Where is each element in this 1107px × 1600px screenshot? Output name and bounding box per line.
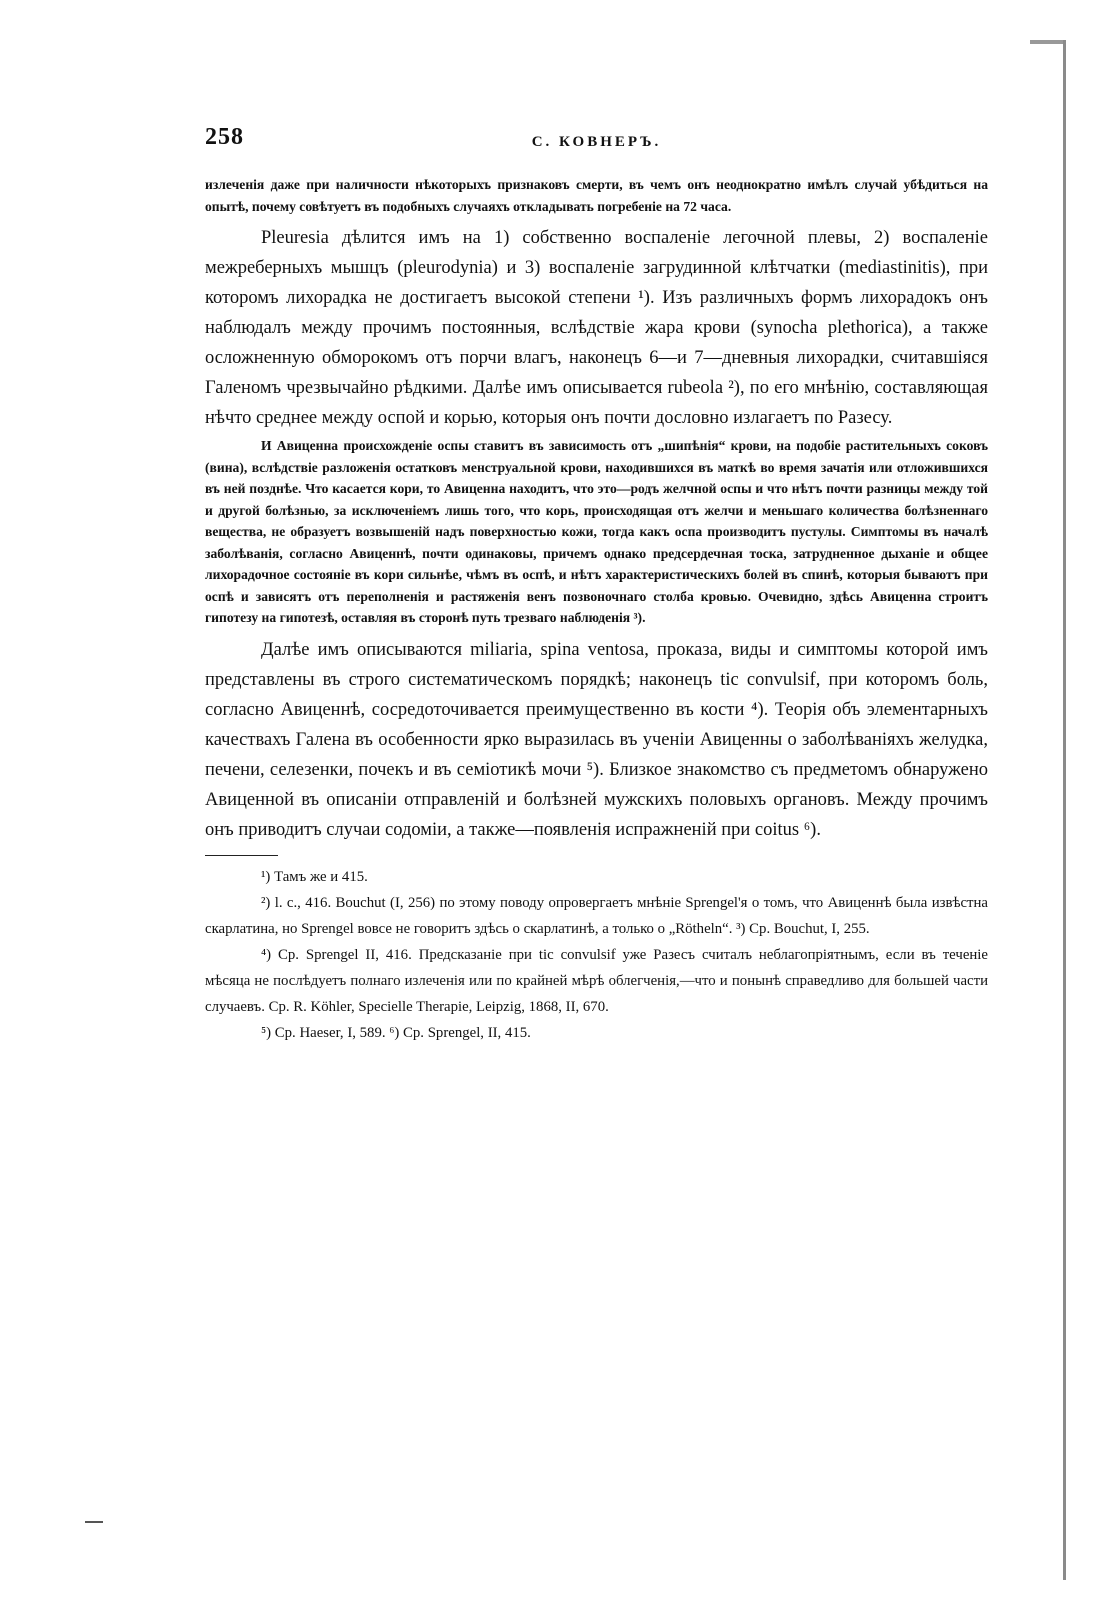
running-title: С. КОВНЕРЪ. — [531, 134, 662, 150]
paragraph-miliaria: Далѣе имъ описываются miliaria, spina ventosa, проказа, виды и симптомы которой имъ представлены въ строго систематическомъ порядкѣ; наконецъ tic convulsif, при которомъ боль, согласно Авиценнѣ, сосредоточивается преимущественно въ кости ⁴). Теорія объ элементарныхъ качествахъ Галена въ особенности ярко выразилась въ ученіи Авиценны о заболѣваніяхъ желудка, печени, селезенки, почекъ и въ семіотикѣ мочи ⁵). Близкое знакомство съ предметомъ обнаружено Авиценной въ описаніи отправленій и болѣзней мужскихъ половыхъ органовъ. Между прочимъ онъ приводитъ случаи содоміи, а также—появленія испражненій при coitus ⁶). — [205, 639, 988, 840]
page-edge-shadow — [1063, 40, 1066, 1580]
footnote-5-6: ⁵) Ср. Haeser, I, 589. ⁶) Ср. Sprengel, II, 415. — [261, 1024, 531, 1041]
footnote-1: ¹) Тамъ же и 415. — [261, 868, 368, 885]
margin-mark — [85, 1521, 103, 1523]
paragraph-pleuresia: Pleuresia дѣлится имъ на 1) собственно воспаленіе легочной плевы, 2) воспаленіе межреберныхъ мышцъ (pleurodynia) и 3) воспаленіе загрудинной клѣтчатки (mediastinitis), при которомъ лихорадка не достигаетъ высокой степени ¹). Изъ различныхъ формъ лихорадокъ онъ наблюдалъ между прочимъ постоянныя, вслѣдствіе жара крови (synocha plethorica), а также осложненную обморокомъ отъ порчи влагъ, наконецъ 6—и 7—дневныя лихорадки, считавшіяся Галеномъ чрезвычайно рѣдкими. Далѣе имъ описывается rubeola ²), по его мнѣнію, составляющая нѣчто среднее между оспой и корью, которыя онъ почти дословно излагаетъ по Разесу. — [205, 228, 988, 428]
paragraph-avicenna-smallpox: И Авиценна происхожденіе оспы ставитъ въ зависимость отъ „шипѣнія“ крови, на подобіе растительныхъ соковъ (вина), вслѣдствіе разложенія остатковъ менструальной крови, находившихся въ маткѣ во время зачатія или отложившихся въ ней позднѣе. Что касается кори, то Авиценна находитъ, что это—родъ желчной оспы и что нѣтъ почти разницы между той и другой болѣзнью, за исключеніемъ лишь того, что корь, происходящая отъ желчи и меньшаго количества болѣзненнаго вещества, не образуетъ возвышеній надъ поверхностью кожи, тогда какъ оспа производитъ пустулы. Симптомы въ началѣ заболѣванія, согласно Авиценнѣ, почти одинаковы, причемъ однако предсердечная тоска, затрудненное дыханіе и общее лихорадочное состояніе въ кори сильнѣе, чѣмъ въ оспѣ, и нѣтъ характеристическихъ болей въ спинѣ, которыя бываютъ при оспѣ и зависятъ отъ переполненія и растяженія венъ позвоночнаго столба кровью. Очевидно, здѣсь Авиценна строитъ гипотезу на гипотезѣ, оставляя въ сторонѣ путь трезваго наблюденія ³). — [205, 438, 988, 625]
footnote-rule — [205, 855, 278, 856]
page-number: 258 — [205, 124, 244, 150]
footnote-2-3: ²) l. с., 416. Bouchut (I, 256) по этому поводу опровергаетъ мнѣніе Sprengel'я о томъ, что Авиценнѣ была извѣстна скарлатина, но Sprengel вовсе не говоритъ здѣсь о скарлатинѣ, а только о „Rötheln“. ³) Ср. Bouchut, I, 255. — [205, 894, 988, 937]
page-edge-top — [1030, 40, 1066, 44]
page-header — [205, 124, 988, 158]
continued-paragraph: излеченія даже при наличности нѣкоторыхъ признаковъ смерти, въ чемъ онъ неоднократно имѣлъ случай убѣдиться на опытѣ, почему совѣтуетъ въ подобныхъ случаяхъ откладывать погребеніе на 72 часа. — [205, 177, 988, 214]
page-content — [205, 124, 988, 1046]
footnote-4: ⁴) Ср. Sprengel II, 416. Предсказаніе при tic convulsif уже Разесъ считалъ неблагопріятнымъ, если въ теченіе мѣсяца не послѣдуетъ полнаго излеченія или по крайней мѣрѣ облегченія,—что и понынѣ справедливо для большей части случаевъ. Ср. R. Köhler, Specielle Therapie, Leipzig, 1868, II, 670. — [205, 946, 988, 1015]
